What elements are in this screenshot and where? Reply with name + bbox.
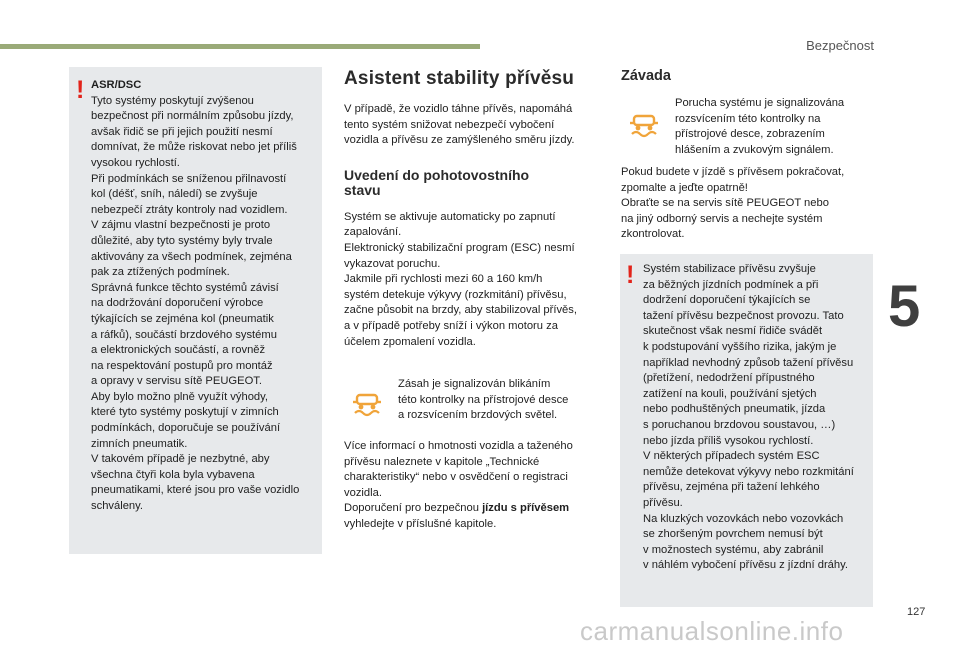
trailer-stability-warning-box [620,254,873,607]
advice-suffix: vyhledejte v příslušné kapitole. [344,517,497,530]
subsection-heading: Uvedení do pohotovostního stavu [344,166,530,198]
asr-dsc-warning-box [69,67,322,554]
advice-paragraph [344,501,606,532]
fault-heading: Závada [621,68,671,84]
warning-title: ASR/DSC [91,79,142,91]
fault-paragraph: Pokud budete v jízdě s přívěsem pokračovat, zpomalte a jeďte opatrně! Obraťte se na servis sítě PEUGEOT nebo na jiný odborný servis a nechejte systém zkontrolovat. [621,166,845,241]
more-info-paragraph: Více informací o hmotnosti vozidla a taženého přívěsu naleznete v kapitole „Technické charakteristiky“ nebo v osvědčení o registraci vozidla. [344,440,573,499]
advice-bold: jízdu s přívěsem [482,502,570,515]
activation-paragraph: Systém se aktivuje automaticky po zapnutí zapalování. Elektronický stabilizační program (ESC) nesmí vykazovat poruchu. Jakmile při rychlosti mezi 60 a 160 km/h systém detekuje výkyvy (rozkmitání) přívěsu, začne působit na brzdy, aby stabilizoval přívěs, a v případě potřeby sníží i výkon motoru za účelem zpomalení vozidla. [344,210,577,348]
section-heading: Asistent stability přívěsu [344,68,575,89]
fault-column [621,68,876,84]
advice-prefix: Doporučení pro bezpečnou [344,502,483,515]
trailer-stability-warning-icon [349,385,385,421]
warning-body: Tyto systémy poskytují zvýšenou bezpečnost při normálním způsobu jízdy, avšak řidič se při jejich použití nesmí domnívat, že může riskovat nebo jet příliš vysokou rychlostí. Při podmínkách se sníženou přilnavostí kol (déšť, sníh, náledí) se zvyšuje nebezpečí ztráty kontroly nad vozidlem. V zájmu vlastní bezpečnosti je proto důležité, aby tyto systémy byly trvale aktivovány za všech podmínek, zejména pak za ztížených podmínek. Správná funkce těchto systémů závisí na dodržování doporučení výrobce týkajících se zejména kol (pneumatik a ráfků), součástí brzdového systému a elektronických součástí, a rovněž na respektování postupů pro montáž a opravy v servisu sítě PEUGEOT. Aby bylo možno plně využít výhody, které tyto systémy poskytují v zimních podmínkách, doporučuje se používání zimních pneumatik. V takovém případě je nezbytné, aby všechna čtyři kola byla vybavena pneumatikami, které jsou pro vaše vozidlo schváleny. [91,94,300,513]
chapter-number: 5 [888,274,921,339]
page-number: 127 [907,606,926,618]
trailer-stability-column [344,68,606,350]
more-info-block [344,439,606,533]
section-title: Bezpečnost [806,38,874,53]
watermark: carmanualsonline.info [580,616,844,646]
exclamation-icon: ! [76,76,85,104]
exclamation-icon: ! [626,261,635,289]
intro-paragraph: V případě, že vozidlo táhne přívěs, napomáhá tento systém snižovat nebezpečí vybočení vozidla a přívěsu ze zamýšleného směru jízdy. [344,103,575,147]
warning-body: Systém stabilizace přívěsu zvyšuje za běžných jízdních podmínek a při dodržení doporučení týkajících se tažení přívěsu bezpečnost provozu. Tato skutečnost však nesmí řidiče svádět k podstupování vyššího rizika, jakým je například nevhodný způsob tažení přívěsu (přetížení, nedodržení přípustného zatížení na kouli, používání sjetých nebo podhuštěných pneumatik, jízda s poruchanou brzdovou soustavou, …) nebo jízda příliš vysokou rychlostí. V některých případech systém ESC nemůže detekovat výkyvy nebo rozkmitání přívěsu, zejména při tažení lehkého přívěsu. Na kluzkých vozovkách nebo vozovkách se zhoršeným povrchem nemusí být v možnostech systému, aby zabránil v náhlém vybočení přívěsu z jízdní dráhy. [643,263,854,572]
trailer-stability-fault-icon [626,106,662,142]
icon-note-fault: Porucha systému je signalizována rozsvícením této kontrolky na přístrojové desce, zobrazením hlášením a zvukovým signálem. [675,97,845,156]
accent-bar [0,44,480,49]
icon-note-activation: Zásah je signalizován blikáním této kontrolky na přístrojové desce a rozsvícením brzdových světel. [398,378,569,422]
